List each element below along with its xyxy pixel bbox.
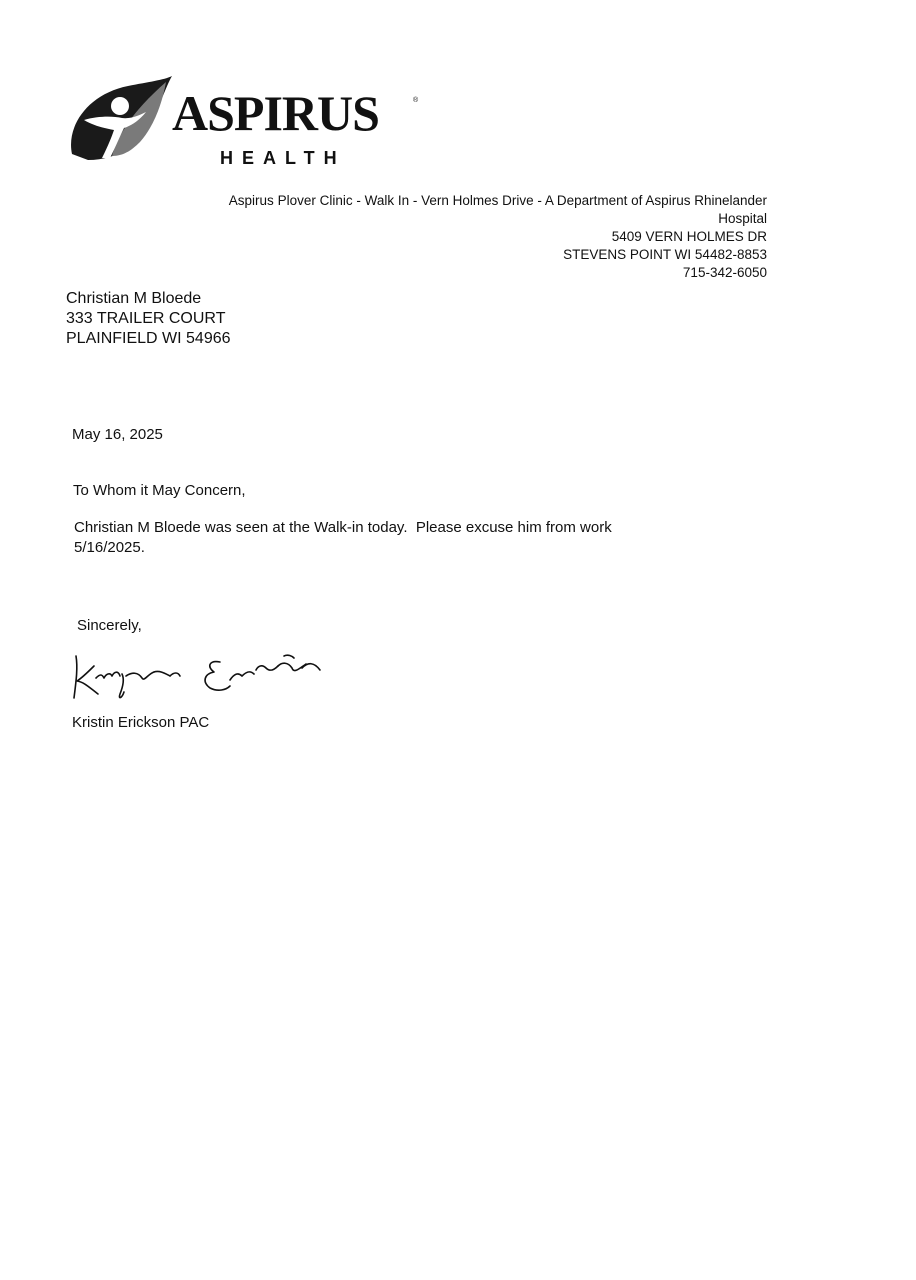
aspirus-logo	[68, 76, 438, 176]
clinic-address-block	[229, 192, 767, 282]
recipient-street: 333 TRAILER COURT	[66, 310, 226, 327]
clinic-name: Aspirus Plover Clinic - Walk In - Vern Holmes Drive - A Department of Aspirus Rhinelander	[228, 193, 767, 208]
signer-name: Kristin Erickson PAC	[72, 714, 210, 731]
brand-subtitle: HEALTH	[220, 148, 346, 168]
letter-body-line: Christian M Bloede was seen at the Walk-in today. Please excuse him from work	[74, 519, 612, 536]
salutation: To Whom it May Concern,	[73, 482, 246, 499]
letter-body	[74, 518, 734, 558]
closing: Sincerely,	[77, 617, 142, 634]
clinic-city-state-zip: STEVENS POINT WI 54482-8853	[563, 247, 767, 262]
clinic-phone: 715-342-6050	[682, 265, 767, 280]
aspirus-leaf-figure-icon	[68, 76, 178, 166]
clinic-street: 5409 VERN HOLMES DR	[611, 229, 767, 244]
handwritten-signature	[70, 648, 330, 713]
recipient-name: Christian M Bloede	[66, 290, 202, 307]
recipient-city-state-zip: PLAINFIELD WI 54966	[66, 330, 231, 347]
letter-date: May 16, 2025	[72, 426, 163, 443]
brand-name: ASPIRUS	[172, 85, 379, 141]
letter-body-line: 5/16/2025.	[74, 539, 145, 556]
clinic-name-continued: Hospital	[718, 211, 767, 226]
recipient-address	[66, 289, 231, 349]
registered-mark: ®	[413, 97, 419, 104]
